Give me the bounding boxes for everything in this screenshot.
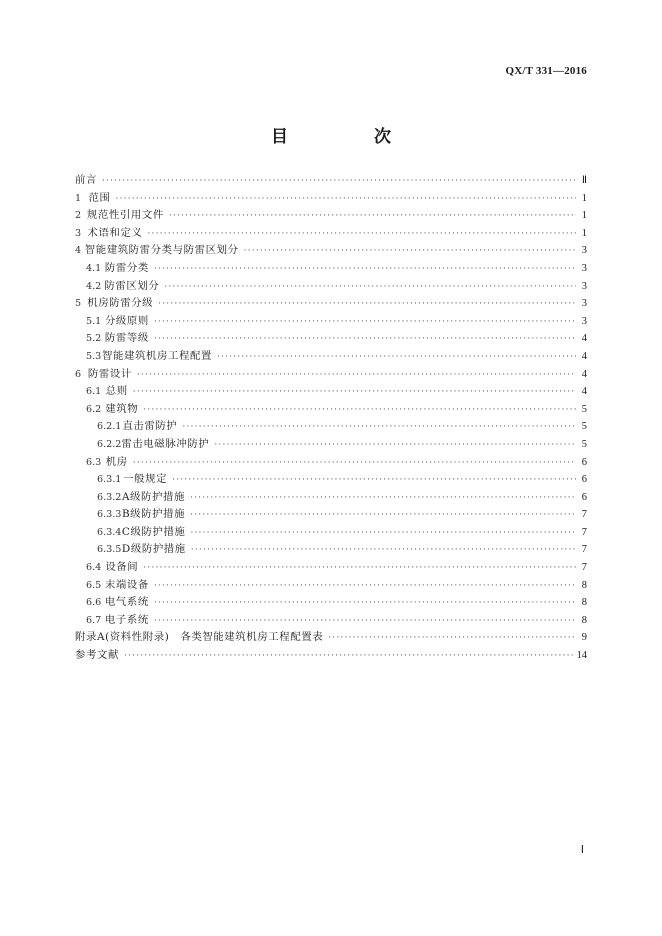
- toc-entry-label: C级防护措施: [121, 525, 186, 538]
- toc-entry-label: A级防护措施: [121, 490, 186, 503]
- dot-leader: [143, 560, 576, 578]
- dot-leader: [158, 296, 576, 314]
- dot-leader: [172, 472, 576, 490]
- toc-entry-page: 5: [581, 421, 587, 433]
- toc-entry-number: 6.1: [86, 386, 102, 398]
- toc-entry-page: 5: [581, 403, 587, 415]
- toc-entry-number: 6.5: [86, 579, 102, 591]
- toc-entry[interactable]: [75, 506, 587, 524]
- dot-leader: [124, 648, 574, 666]
- toc-entry[interactable]: [75, 577, 587, 595]
- dot-leader: [154, 613, 576, 631]
- toc-entry-label: 建筑物: [105, 402, 139, 415]
- dot-leader: [143, 402, 576, 420]
- toc-entry[interactable]: [75, 401, 587, 419]
- toc-entry-label: 防雷设计: [87, 367, 132, 380]
- toc-entry-page: 5: [581, 438, 587, 450]
- toc-entry-page: 7: [581, 562, 587, 574]
- dot-leader: [154, 261, 576, 279]
- dot-leader: [190, 490, 576, 508]
- toc-entry[interactable]: [75, 454, 587, 472]
- standard-code: QX/T 331—2016: [505, 65, 587, 77]
- dot-leader: [217, 349, 576, 367]
- toc-entry-number: 5: [75, 298, 82, 310]
- dot-leader: [154, 578, 576, 596]
- toc-entry-page: 8: [581, 579, 587, 591]
- page-title: 目 次: [271, 127, 431, 147]
- toc-entry-label: 防雷区划分: [104, 279, 160, 292]
- toc-entry[interactable]: [75, 366, 587, 384]
- toc-entry-page: 3: [581, 262, 587, 274]
- toc-entry-label: 设备间: [105, 561, 139, 574]
- toc-entry-label: 防雷等级: [104, 332, 149, 345]
- toc-entry-number: 6.2.1: [97, 421, 122, 433]
- toc-entry-number: 6.2: [86, 403, 102, 415]
- toc-entry[interactable]: [75, 594, 587, 612]
- toc-entry-number: 5.3: [86, 350, 102, 362]
- toc-entry-label: 电子系统: [104, 613, 149, 626]
- toc-entry-page: 6: [581, 456, 587, 468]
- toc-entry-label: 雷击电磁脉冲防护: [121, 437, 210, 450]
- toc-entry-label: 机房: [105, 455, 128, 468]
- toc-entry-page: 1: [581, 227, 587, 239]
- toc-entry-page: 3: [581, 245, 587, 257]
- dot-leader: [190, 525, 576, 543]
- toc-entry-page: 4: [581, 333, 587, 345]
- toc-entry-page: 7: [581, 544, 587, 556]
- toc-entry-number: 4: [75, 245, 82, 257]
- toc-entry-number: 6.3.4: [97, 526, 122, 538]
- toc-entry-page: 1: [581, 210, 587, 222]
- toc-entry-page: 3: [581, 315, 587, 327]
- toc-entry[interactable]: [75, 418, 587, 436]
- toc-entry-label: 范围: [88, 191, 111, 204]
- toc-entry-number: 6: [75, 368, 82, 380]
- toc-entry-page: 1: [581, 192, 587, 204]
- toc-entry-number: 4.1: [86, 262, 102, 274]
- toc-entry[interactable]: [75, 489, 587, 507]
- toc-entry-label: D级防护措施: [121, 543, 186, 556]
- toc-entry[interactable]: [75, 383, 587, 401]
- toc-entry-page: 4: [581, 368, 587, 380]
- toc-entry-label: 总则: [105, 385, 128, 398]
- toc-entry-label: 附录A(资料性附录) 各类智能建筑机房工程配置表: [75, 631, 324, 644]
- toc-entry[interactable]: [75, 647, 587, 665]
- toc-entry[interactable]: [75, 612, 587, 630]
- toc-entry[interactable]: [75, 559, 587, 577]
- toc-entry[interactable]: [75, 348, 587, 366]
- toc-entry[interactable]: [75, 330, 587, 348]
- dot-leader: [191, 542, 576, 560]
- toc-entry-page: 9: [581, 632, 587, 644]
- toc-entry[interactable]: [75, 225, 587, 243]
- dot-leader: [214, 437, 576, 455]
- toc-entry[interactable]: [75, 242, 587, 260]
- toc-entry-page: 6: [581, 474, 587, 486]
- toc-entry[interactable]: [75, 471, 587, 489]
- toc-entry-number: 6.7: [86, 614, 102, 626]
- toc-entry-label: 参考文献: [75, 649, 119, 662]
- toc-entry-number: 5.2: [86, 333, 102, 345]
- toc-entry[interactable]: [75, 524, 587, 542]
- toc-entry-number: 6.2.2: [97, 438, 122, 450]
- toc-entry-page: 7: [581, 509, 587, 521]
- toc-entry-label: 机房防雷分级: [87, 297, 154, 310]
- toc-entry-label: 前言: [75, 174, 97, 186]
- dot-leader: [154, 595, 576, 613]
- dot-leader: [102, 173, 576, 191]
- dot-leader: [154, 314, 576, 332]
- toc-entry-page: 4: [581, 350, 587, 362]
- toc-entry-label: 分级原则: [104, 314, 149, 327]
- toc-entry-number: 6.3.1: [97, 474, 122, 486]
- toc-entry-page: 6: [581, 491, 587, 503]
- toc-entry-page: 14: [576, 650, 587, 662]
- dot-leader: [164, 279, 576, 297]
- toc-entry-number: 6.3.5: [97, 544, 122, 556]
- toc-entry-label: 电气系统: [104, 596, 149, 609]
- toc-entry-page: 4: [581, 386, 587, 398]
- toc-entry-number: 4.2: [86, 280, 102, 292]
- page-number: Ⅰ: [580, 844, 584, 856]
- toc-entry-number: 5.1: [86, 315, 102, 327]
- toc-entry-label: 智能建筑机房工程配置: [102, 349, 212, 362]
- toc-entry-number: 6.3: [86, 456, 102, 468]
- toc-entry-page: 8: [581, 614, 587, 626]
- dot-leader: [133, 455, 576, 473]
- toc-entry-number: 6.6: [86, 597, 102, 609]
- toc-entry[interactable]: [75, 207, 587, 225]
- dot-leader: [137, 367, 576, 385]
- toc-entry[interactable]: [75, 190, 587, 208]
- toc-entry-label: 一般规定: [123, 473, 168, 486]
- toc-entry-label: 直击雷防护: [122, 420, 178, 433]
- toc-entry-page: Ⅱ: [581, 175, 587, 186]
- dot-leader: [154, 331, 576, 349]
- toc-entry[interactable]: [75, 172, 587, 190]
- toc-entry[interactable]: [75, 260, 587, 278]
- dot-leader: [169, 208, 576, 226]
- toc-entry-number: 2: [75, 210, 82, 222]
- toc-entry-page: 3: [581, 298, 587, 310]
- toc-entry-page: 7: [581, 526, 587, 538]
- toc-entry-page: 3: [581, 280, 587, 292]
- toc-entry-number: 6.3.2: [97, 491, 122, 503]
- dot-leader: [182, 419, 576, 437]
- toc-entry-label: 防雷分类: [104, 261, 149, 274]
- toc-entry[interactable]: [75, 278, 587, 296]
- toc-entry[interactable]: [75, 541, 587, 559]
- dot-leader: [133, 384, 576, 402]
- toc-entry-label: 智能建筑防雷分类与防雷区划分: [84, 244, 239, 257]
- toc-entry-label: 规范性引用文件: [86, 209, 164, 222]
- toc-entry-number: 3: [75, 227, 82, 239]
- toc-entry-label: B级防护措施: [121, 508, 186, 521]
- dot-leader: [190, 507, 576, 525]
- toc-entry[interactable]: [75, 436, 587, 454]
- dot-leader: [244, 243, 576, 261]
- dot-leader: [328, 630, 576, 648]
- dot-leader: [115, 191, 576, 209]
- toc-entry-label: 末端设备: [104, 578, 149, 591]
- toc-entry-page: 8: [581, 597, 587, 609]
- toc-entry-number: 6.3.3: [97, 509, 122, 521]
- toc-entry-number: 6.4: [86, 562, 102, 574]
- toc-entry[interactable]: [75, 313, 587, 331]
- toc-entry-label: 术语和定义: [87, 226, 143, 239]
- toc-entry[interactable]: [75, 629, 587, 647]
- toc-entry-number: 1: [75, 192, 82, 204]
- table-of-contents: [75, 172, 587, 665]
- dot-leader: [147, 226, 576, 244]
- toc-entry[interactable]: [75, 295, 587, 313]
